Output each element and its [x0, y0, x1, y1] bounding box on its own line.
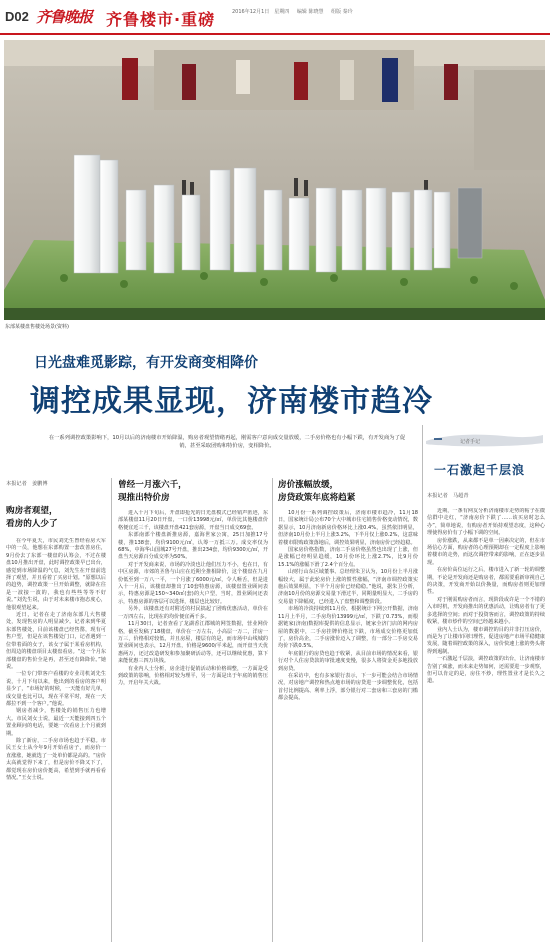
paragraph: 山财行山东区域董事、总经理朱卫认为，10月份上半月涨幅较大，属于此轮房价上涨的惯性涨幅，“济南市调控政策实施后效果明显，下半个月房价已经稳稳。”他说，据朱卫分析，济南10月份的房源交易量下滑过半，同期量明显大，二手房的交易量下降幅度，已经进入了盘整和调整阶段。: [278, 569, 418, 605]
paragraph: 在采访中，也有多家银行表示，下一步可能会结合市场情况，对房地产调控和热点地市场的房贷进一步调整优化，包括首付比例提高、利率上浮，部分银行对二套房和三套房的门槛都会提高。: [278, 672, 418, 702]
paragraph: 进入十月下旬后，开盘即抢光的日光盘模式已经销声匿迹，东部某楼盘11月20日开盘，一口价13998元/㎡，单价比其他楼盘价格便宜近三千，该楼盘开盘421套房源，开盘当日成交69套。: [118, 510, 268, 531]
column-3-heading-line: 房价涨幅放缓，: [278, 480, 339, 490]
paragraph: 东部南部个楼盘新推房源，嘉海世家公寓，25日加推17号楼，推138套，均价9100元/㎡，认筹一万抵三万。成交率仅为68%，中海华山国城27号开盘，推出234套，均价9300元/㎡，开盘当天房源百分成交率为50%。: [118, 532, 268, 561]
editorial-banner: [424, 427, 545, 451]
editorial-reporter: 本报记者 马超青: [427, 493, 469, 499]
sales-office-photo: [4, 40, 545, 320]
paragraph: 对于开发商来说，市场的冷淡也让他们压力不小，也在日，有中区房源，市郊的圣鲁与山庄在近期全推相降价，这个楼盘在九月份低至到一万八一平，一个月涨了6000元/㎡，令人咂舌，但是进入十一月后，该楼盘却推出了10套特惠房源，该楼盘置业顾问表示，特惠房源是150~340㎡(套)的大户型，当时，置业顾问还表示，特惠房源的客层可以选择，楼层也比较好。: [118, 561, 268, 605]
column-1-heading-line: 购房者观望，: [6, 506, 58, 516]
section-title: 齐鲁楼市·重磅: [106, 10, 216, 29]
column-2-heading-line: 曾经一月涨六千，: [118, 480, 187, 490]
editor-credit: 编辑 陈晓慧: [296, 9, 324, 15]
paragraph: 房价涨跌，从来都不是单一因素决定的，但在市场信心方面，购房者的心理预期却在一定程度上影响着楼市的走势，而这次调控带来的影响，正在逐步显现。: [427, 537, 545, 566]
editorial-headline: 一石激起千层浪: [434, 463, 526, 477]
article-headline: 调控成果显现，济南楼市趋冷: [30, 384, 433, 419]
paragraph: 在今年夏天，市民刘先生曾经看房大军中的一员，他想在东部购置一套改善房住，9月份去了东部一楼盘的认筹会，不过在楼盘10月推出开盘，此时调控政策早已出台，感觉到市场降温的气息，刘先生在开盘前选择了观望，并且看着了买房计划。“原想以后的趋势，调控政策一旦开始调整，就降在往是一波接一波的，我也有些些等等不好说。”刘先生说，由于对未来楼市抱态度心，他很观望起来。: [6, 538, 106, 611]
paragraph: 业内人士认为，楼市调控的目的并非打压房价，而是为了让楼市回归理性，促进房地产市场平稳健康发展，随着调控政策的深入，房价快速上涨的势头将得到遏制。: [427, 626, 545, 655]
paragraph: 年底银行的房贷也趋于收紧，从目前市场的情况来看，银行对个人住房贷款的审批速度变慢，很多人将资金更多地投放到房贷。: [278, 650, 418, 672]
page-header: [0, 0, 550, 34]
brush-stroke-decoration: [424, 427, 545, 451]
paragraph: 一位专门带客户看楼的专业司机刘先生说，十月下旬以来，他出到的看房的客户明显少了，“市场好的时候，一天能有好几单，成交量也比可以，现在平常平时，现在一天都拉不到一个客户。”他说。: [6, 671, 106, 707]
column-divider: [422, 425, 423, 942]
page-number: D02: [5, 9, 29, 24]
editorial-body: [427, 508, 545, 942]
designer-credit: 组版 秦玲: [331, 9, 353, 15]
newspaper-logo: 齐鲁晚报: [36, 8, 93, 26]
paragraph: 国家房价格指数，济南二手房价格虽然也出现了上涨，但是涨幅已经明显趋缓，10月份环比上涨2.7%，比9月份15.1%的涨幅下滑了2.4个百分点。: [278, 547, 418, 568]
paragraph: 在房价高位运行之后，楼市进入了新一轮的调整期，不论是开发商还是购房者，都需要重新审视自己的决策，开发商开始以价换量，而购房者则更加理性。: [427, 567, 545, 596]
paragraph: 近日，记者在走了济南东部几大售楼处，发现售房的人明显减少。记者来到华夏东部售楼处，目前该楼盘已经售罄，现有可售户型，但是在该售楼处门口，记者遇到一位带着面的女子，该女子属于某看房机构，但周边的楼盘项目太楼盘看房。“这一个月东部楼盘的售价全是再，甚至还有降降价。”她说。: [6, 612, 106, 670]
paragraph: 11月30日，记者查看了龙湖香江郡城的网签数据，营业网价格，截至发稿了18楼盘，单价在一万左右，小高层一万二，洋房一万三，价格相对较低，并且房屋，楼层有的是，而市场中山线城的置业顾问也表示，12月开盘，价格是9600/平米起，而开盘当天优惠两万，还过改造研发和参加聚研活动等，还可以继续优惠，算下来能优惠三四万块钱。: [118, 621, 268, 665]
paragraph: 市场的冷淡持续到11月份，根据统计下网公开数据，济南11月上半月，二手房均价13999元/㎡，下跌了0.73%，而根据链家(济南)数据库提供的信息显示，链家全济门店的网内房屋的数据中，二手房挂牌价格比下跌，市场成交价格更加低了，房价高企，二手房涨价迈入了调整，有一部分二手房交易均价下跌0.5%。: [278, 606, 418, 650]
column-1-heading-line: 看房的人少了: [6, 519, 58, 529]
column-3-heading-line: 房贷政策年底将趋紧: [278, 493, 356, 503]
column-2-body: [118, 510, 268, 942]
column-2-heading: [118, 479, 268, 505]
date-line: 2016年12月1日 星期四: [232, 9, 290, 15]
column-2-heading-line: 现推出特价房: [118, 493, 170, 503]
column-1-body: [6, 538, 106, 942]
column-1-reporter: 本报记者 姜鹏博: [6, 481, 48, 487]
photo-caption: 东部某楼盘售楼处场景(资料): [5, 324, 69, 330]
paragraph: 另外，该楼盘还有对附近的村民搞起了团购优惠活动，单价在一万四左右，比现在的均价便宜两千多。: [118, 606, 268, 620]
article-subheadline: 日光盘难觅影踪，有开发商变相降价: [34, 355, 258, 371]
paragraph: 对于刚需购房者而言，现阶段或许是一个不错的入市时机，开发商推出的优惠活动，让购房者有了更多选择的空间；而对于投资客而言，调控政策的持续收紧，楼市炒作的空间已经越来越小。: [427, 596, 545, 626]
column-1-heading: [6, 505, 106, 531]
paragraph: 除了新房，二手房市场也趋于平稳。市民王女士从今年9月开始看房子，而房价一直涨涨，她就选了一处单价都是高的。“房价太高就觉得下来了，但是房价不降又下了，都觉现在房价房价挺高，希望到手就再看看情况。”王女士说。: [6, 737, 106, 781]
editorial-column-title: 记者手记: [460, 439, 481, 445]
paragraph: 一石激起千层浪，调控政策的出台，让济南楼市告别了疯涨，而未来走势如何，还需要进一步观察，但可以肯定的是，房住不炒，理性置业才是长久之道。: [427, 656, 545, 685]
column-divider: [272, 478, 273, 942]
paragraph: 有业内人士分析，房企进行促销活动和价格调整，一方面是受到政策的影响，价格相对较为理平，另一方面是出于年底的销售压力，开启年关大战。: [118, 665, 268, 687]
paragraph: 近期，一条有网友分析济南楼市走势的帖子在微信群中走红，“济南房价下跌了……该买房时怎么办”，简单地说，有购房者开始持观望态度，这种心理使得房价有了小幅下调的空间。: [427, 508, 545, 537]
article-lead: 在一系列调控政策影响下，10月以后的济南楼市开始降温，购房者观望情绪再起，刚需客户意向成交量放缓，二手房价格也有小幅下跌，有开发商为了促销，甚至采取团购和特价房，变相降价。: [48, 435, 406, 449]
date-editor-line: [232, 8, 359, 15]
building-model-illustration: [4, 40, 545, 320]
header-rule: [0, 33, 550, 35]
column-3-body: [278, 510, 418, 942]
column-divider: [111, 478, 112, 942]
paragraph: 10月份一系列调控政策后，济南市楼市趋冷，11月18日，国家统计局公布70个大中城市住宅销售价格变动情况，数据显示，10月济南新房价格环比上涨0.4%，虽然依旧明显，但济南10月份上半月上涨3.2%，下半月仅上涨0.2%，这意味着楼市限购政策落地后，调控效果明显，济南房价已经趋稳。: [278, 510, 418, 546]
column-3-heading: [278, 479, 418, 505]
paragraph: 钢房者减少，售楼处的销售压力也增大。市民刘女士说，最近一天能接到四五个置业顾问的电话，要她一次看房上个月就到期。: [6, 708, 106, 737]
